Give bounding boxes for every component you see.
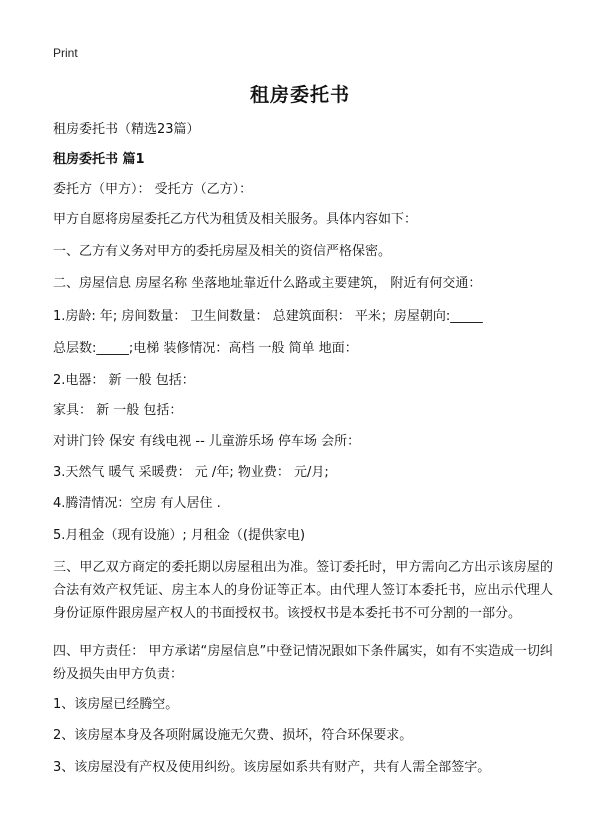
paragraph-parties: 委托方（甲方）： 受托方（乙方）： — [53, 182, 253, 197]
paragraph-item-1: 1.房龄: 年; 房间数量： 卫生间数量： 总建筑面积： 平米；房屋朝向:_____ — [53, 309, 483, 324]
paragraph-item-5: 5.月租金（现有设施）; 月租金（(提供家电) — [53, 528, 306, 543]
paragraph-item-4: 4.腾清情况：空房 有人居住 . — [53, 496, 221, 511]
paragraph-intro: 甲方自愿将房屋委托乙方代为租赁及相关服务。具体内容如下： — [53, 212, 418, 227]
subtitle: 租房委托书（精选23篇） — [53, 122, 200, 137]
document-title: 租房委托书 — [249, 84, 350, 106]
paragraph-condition-3: 3、该房屋没有产权及使用纠纷。该房屋如系共有财产，共有人需全部签字。 — [53, 760, 491, 775]
paragraph-clause-3: 三、甲乙双方商定的委托期以房屋租出为准。签订委托时，甲方需向乙方出示该房屋的合法有效产权凭证、房主本人的身份证等正本。由代理人签订本委托书，应出示代理人身份证原件跟房屋产权人的书面授权书。该授权书是本委托书不可分割的一部分。 — [53, 560, 553, 621]
paragraph-item-2: 2.电器： 新 一般 包括： — [53, 373, 195, 388]
print-label[interactable]: Print — [53, 46, 78, 60]
paragraph-facilities: 对讲门铃 保安 有线电视 -- 儿童游乐场 停车场 会所： — [53, 434, 361, 449]
paragraph-furniture: 家具： 新 一般 包括： — [53, 403, 183, 418]
section-heading: 租房委托书 篇1 — [53, 152, 145, 167]
paragraph-condition-1: 1、该房屋已经腾空。 — [53, 697, 179, 712]
paragraph-condition-2: 2、该房屋本身及各项附属设施无欠费、损坏，符合环保要求。 — [53, 728, 413, 743]
paragraph-clause-2: 二、房屋信息 房屋名称 坐落地址靠近什么路或主要建筑， 附近有何交通： — [53, 276, 482, 291]
paragraph-clause-1: 一、乙方有义务对甲方的委托房屋及相关的资信严格保密。 — [53, 244, 392, 259]
paragraph-floors: 总层数:_____;电梯 装修情况：高档 一般 简单 地面： — [53, 341, 358, 356]
paragraph-item-3: 3.天然气 暖气 采暖费： 元 /年; 物业费： 元/月; — [53, 465, 329, 480]
paragraph-clause-4: 四、甲方责任： 甲方承诺“房屋信息”中登记情况跟如下条件属实，如有不实造成一切纠纷及损失由甲方负责： — [53, 644, 553, 682]
